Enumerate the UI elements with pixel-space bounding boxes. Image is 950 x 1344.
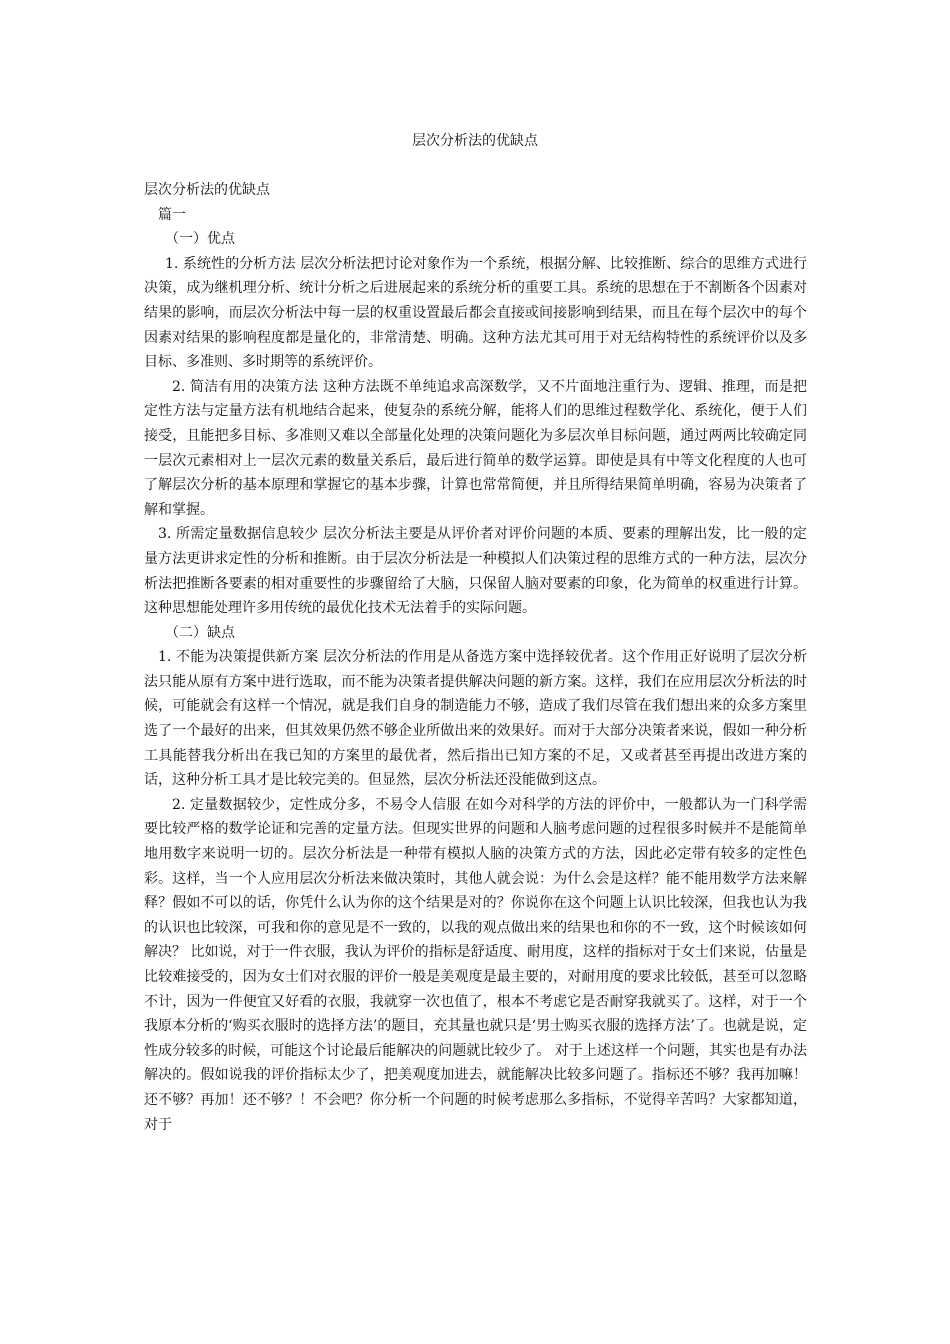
disadvantage-paragraph-1: 1. 不能为决策提供新方案 层次分析法的作用是从备选方案中选择较优者。这个作用正好说明了层次分析法只能从原有方案中进行选取，而不能为决策者提供解决问题的新方案。这样，我们在应用层次分析法的时候，可能就会有这样一个情况，就是我们自身的制造能力不够，造成了我们尽管在我们想出来的众多方案里选了一个最好的出来，但其效果仍然不够企业所做出来的效果好。而对于大部分决策者来说，假如一种分析工具能替我分析出在我已知的方案里的最优者，然后指出已知方案的不足，又或者甚至再提出改进方案的话，这种分析工具才是比较完美的。但显然，层次分析法还没能做到这点。 [144, 649, 807, 789]
disadvantage-paragraph-2: 2. 定量数据较少，定性成分多，不易令人信服 在如今对科学的方法的评价中，一般都认为一门科学需要比较严格的数学论证和完善的定量方法。但现实世界的问题和人脑考虑问题的过程很多时候并不是能简单地用数字来说明一切的。层次分析法是一种带有模拟人脑的决策方式的方法，因此必定带有较多的定性色彩。这样，当一个人应用层次分析法来做决策时，其他人就会说：为什么会是这样？能不能用数学方法来解释？假如不可以的话，你凭什么认为你的这个结果是对的？你说你在这个问题上认识比较深，但我也认为我的认识也比较深，可我和你的意见是不一致的，以我的观点做出来的结果也和你的不一致，这个时候该如何解决？ 比如说，对于一件衣服，我认为评价的指标是舒适度、耐用度，这样的指标对于女士们来说，估量是比较难接受的，因为女士们对衣服的评价一般是美观度是最主要的，对耐用度的要求比较低，甚至可以忽略不计，因为一件便宜又好看的衣服，我就穿一次也值了，根本不考虑它是否耐穿我就买了。这样，对于一个我原本分析的‘购买衣服时的选择方法’的题目，充其量也就只是‘男士购买衣服的选择方法’了。也就是说，定性成分较多的时候，可能这个讨论最后能解决的问题就比较少了。 对于上述这样一个问题，其实也是有办法解决的。假如说我的评价指标太少了，把美观度加进去，就能解决比较多问题了。指标还不够？我再加嘛！还不够？再加！还不够？！不会吧？你分析一个问题的时候考虑那么多指标，不觉得辛苦吗？大家都知道，对于 [144, 796, 807, 1133]
document-subtitle: 层次分析法的优缺点 [144, 182, 270, 198]
part-heading: 篇一 [158, 206, 186, 223]
document-title: 层次分析法的优缺点 [412, 133, 538, 149]
section-heading-disadvantages: （二）缺点 [165, 624, 235, 641]
advantage-paragraph-3: 3. 所需定量数据信息较少 层次分析法主要是从评价者对评价问题的本质、要素的理解出发，比一般的定量方法更讲求定性的分析和推断。由于层次分析法是一种模拟人们决策过程的思维方式的一种方法，层次分析法把推断各要素的相对重要性的步骤留给了大脑，只保留人脑对要素的印象，化为简单的权重进行计算。这种思想能处理许多用传统的最优化技术无法着手的实际问题。 [144, 526, 807, 617]
advantage-paragraph-2: 2. 简洁有用的决策方法 这种方法既不单纯追求高深数学，又不片面地注重行为、逻辑、推理，而是把定性方法与定量方法有机地结合起来，使复杂的系统分解，能将人们的思维过程数学化、系统化，便于人们接受，且能把多目标、多准则又难以全部量化处理的决策问题化为多层次单目标问题，通过两两比较确定同一层次元素相对上一层次元素的数量关系后，最后进行简单的数学运算。即使是具有中等文化程度的人也可了解层次分析的基本原理和掌握它的基本步骤，计算也常常简便，并且所得结果简单明确，容易为决策者了解和掌握。 [144, 378, 807, 518]
section-heading-advantages: （一）优点 [165, 231, 235, 248]
document-body [144, 178, 807, 1137]
advantage-paragraph-1: 1. 系统性的分析方法 层次分析法把讨论对象作为一个系统，根据分解、比较推断、综合的思维方式进行决策，成为继机理分析、统计分析之后进展起来的系统分析的重要工具。系统的思想在于不割断各个因素对结果的影响，而层次分析法中每一层的权重设置最后都会直接或间接影响到结果，而且在每个层次中的每个因素对结果的影响程度都是量化的，非常清楚、明确。这种方法尤其可用于对无结构特性的系统评价以及多目标、多准则、多时期等的系统评价。 [144, 255, 807, 371]
